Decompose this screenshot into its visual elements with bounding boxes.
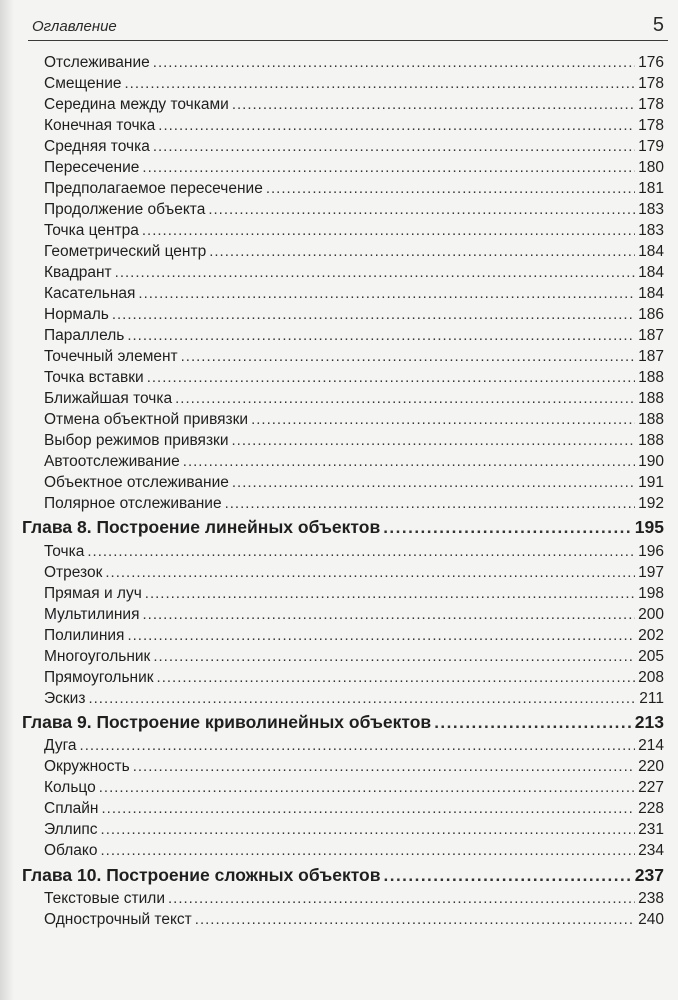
toc-entry — [44, 285, 664, 305]
toc-entry-page: 214 — [638, 737, 664, 754]
toc-entry-title: Пересечение — [44, 159, 140, 176]
toc-entry — [44, 911, 664, 931]
dot-leader — [145, 585, 635, 602]
toc-entry — [44, 585, 664, 605]
toc-chapter-heading — [22, 712, 664, 736]
dot-leader — [195, 911, 635, 928]
dot-leader — [115, 264, 635, 281]
toc-entry — [44, 474, 664, 494]
toc-entry — [44, 890, 664, 910]
toc-entry — [44, 690, 664, 710]
page-edge-shadow — [0, 0, 14, 1000]
dot-leader — [99, 779, 635, 796]
toc-entry — [44, 369, 664, 389]
toc-entry-title: Точка вставки — [44, 369, 144, 386]
toc-entry — [44, 75, 664, 95]
dot-leader — [101, 800, 635, 817]
dot-leader — [232, 474, 635, 491]
toc-entry — [44, 669, 664, 689]
toc-entry-title: Ближайшая точка — [44, 390, 173, 407]
header-page-number: 5 — [652, 14, 664, 36]
toc-entry — [44, 758, 664, 778]
toc-entry-page: 197 — [638, 564, 664, 581]
dot-leader — [208, 201, 635, 218]
dot-leader — [266, 180, 635, 197]
dot-leader — [157, 669, 636, 686]
dot-leader — [87, 543, 635, 560]
dot-leader — [232, 96, 635, 113]
toc-entry-title: Точка — [44, 543, 85, 560]
toc-entry — [44, 737, 664, 757]
toc-entry-page: 176 — [638, 54, 664, 71]
toc-entry — [44, 606, 664, 626]
dot-leader — [100, 842, 635, 859]
toc-entry-title: Квадрант — [44, 264, 112, 281]
toc-entry-title: Отрезок — [44, 564, 103, 581]
toc-entry-title: Отслеживание — [44, 54, 150, 71]
toc-entry-title: Предполагаемое пересечение — [44, 180, 263, 197]
toc-entry-title: Объектное отслеживание — [44, 474, 229, 491]
dot-leader — [127, 627, 635, 644]
toc-entry — [44, 842, 664, 862]
dot-leader — [384, 866, 632, 886]
dot-leader — [251, 411, 635, 428]
toc-entry-title: Многоугольник — [44, 648, 151, 665]
toc-entry-page: 234 — [638, 842, 664, 859]
toc-entry-page: 178 — [638, 75, 664, 92]
toc-entry-page: 231 — [638, 821, 664, 838]
toc-entry — [44, 411, 664, 431]
toc-entry-title: Отмена объектной привязки — [44, 411, 249, 428]
dot-leader — [209, 243, 635, 260]
toc-entry-page: 180 — [638, 159, 664, 176]
toc-entry — [44, 627, 664, 647]
toc-entry-title: Конечная точка — [44, 117, 156, 134]
toc-entry-title: Полярное отслеживание — [44, 495, 222, 512]
toc-entry — [44, 222, 664, 242]
dot-leader — [153, 54, 635, 71]
toc-entry — [44, 779, 664, 799]
toc-entry — [44, 564, 664, 584]
dot-leader — [125, 75, 636, 92]
running-header — [28, 10, 668, 41]
toc-entry-title: Нормаль — [44, 306, 109, 323]
toc-entry-page: 187 — [638, 327, 664, 344]
toc-entry-title: Прямоугольник — [44, 669, 154, 686]
toc-entry — [44, 453, 664, 473]
toc-entry — [44, 648, 664, 668]
toc-entry-title: Середина между точками — [44, 96, 229, 113]
toc-entry-page: 183 — [638, 201, 664, 218]
toc-entry-title: Продолжение объекта — [44, 201, 206, 218]
toc-entry — [44, 264, 664, 284]
toc-entry-page: 187 — [638, 348, 664, 365]
toc-entry-page: 200 — [638, 606, 664, 623]
dot-leader — [383, 518, 632, 538]
dot-leader — [153, 138, 635, 155]
toc-entry-page: 208 — [638, 669, 664, 686]
toc-entry-title: Облако — [44, 842, 98, 859]
toc-entry-title: Дуга — [44, 737, 77, 754]
toc-entry — [44, 327, 664, 347]
toc-entry — [44, 201, 664, 221]
toc-entry-title: Смещение — [44, 75, 122, 92]
toc-entry-page: 184 — [638, 243, 664, 260]
dot-leader — [142, 222, 635, 239]
toc-entry-title: Текстовые стили — [44, 890, 165, 907]
toc-entry-page: 188 — [638, 432, 664, 449]
toc-entry-page: 196 — [638, 543, 664, 560]
toc-entry — [44, 117, 664, 137]
dot-leader — [232, 432, 636, 449]
toc-entry-title: Эскиз — [44, 690, 86, 707]
toc-entry-page: 213 — [634, 712, 664, 732]
toc-entry — [44, 495, 664, 515]
toc-entry-title: Выбор режимов привязки — [44, 432, 229, 449]
toc-entry — [44, 180, 664, 200]
dot-leader — [183, 453, 635, 470]
dot-leader — [168, 890, 635, 907]
toc-entry-title: Сплайн — [44, 800, 99, 817]
toc-entry — [44, 543, 664, 563]
toc-entry-page: 188 — [638, 411, 664, 428]
toc-entry-title: Окружность — [44, 758, 130, 775]
dot-leader — [175, 390, 635, 407]
toc-entry-page: 190 — [638, 453, 664, 470]
dot-leader — [112, 306, 635, 323]
dot-leader — [127, 327, 635, 344]
toc-entry-page: 228 — [638, 800, 664, 817]
toc-entry-page: 178 — [638, 117, 664, 134]
dot-leader — [147, 369, 635, 386]
toc-entry-title: Автоотслеживание — [44, 453, 180, 470]
toc-entry-title: Мультилиния — [44, 606, 140, 623]
toc-entry-page: 181 — [638, 180, 664, 197]
toc-entry — [44, 243, 664, 263]
toc-entry — [44, 432, 664, 452]
dot-leader — [105, 564, 635, 581]
toc-entry-page: 220 — [638, 758, 664, 775]
toc-entry-page: 188 — [638, 369, 664, 386]
toc-entry-page: 240 — [638, 911, 664, 928]
toc-entry-title: Точка центра — [44, 222, 139, 239]
toc-entry-page: 184 — [638, 285, 664, 302]
toc-entry-page: 205 — [638, 648, 664, 665]
toc-entry-title: Геометрический центр — [44, 243, 207, 260]
toc-entry-title: Полилиния — [44, 627, 125, 644]
toc-entry-title: Эллипс — [44, 821, 98, 838]
toc-entry-title: Точечный элемент — [44, 348, 178, 365]
toc-entry-title: Прямая и луч — [44, 585, 142, 602]
toc-entry-page: 188 — [638, 390, 664, 407]
toc-entry-title: Однострочный текст — [44, 911, 192, 928]
toc-entry-page: 195 — [634, 517, 664, 537]
toc-entry-title: Средняя точка — [44, 138, 150, 155]
toc-entry-page: 184 — [638, 264, 664, 281]
toc-entry-page: 186 — [638, 306, 664, 323]
toc-entry — [44, 800, 664, 820]
toc-entry-page: 192 — [638, 495, 664, 512]
dot-leader — [225, 495, 636, 512]
toc-entry-title: Глава 10. Построение сложных объектов — [22, 865, 381, 885]
toc-entry-title: Касательная — [44, 285, 136, 302]
toc-entry — [44, 348, 664, 368]
toc-chapter-heading — [22, 517, 664, 541]
toc-entry-title: Параллель — [44, 327, 125, 344]
toc-entry — [44, 96, 664, 116]
toc-entry — [44, 306, 664, 326]
dot-leader — [138, 285, 635, 302]
toc-entry-page: 227 — [638, 779, 664, 796]
dot-leader — [181, 348, 635, 365]
toc-entry-page: 238 — [638, 890, 664, 907]
toc-entry — [44, 159, 664, 179]
toc-entry-page: 179 — [638, 138, 664, 155]
dot-leader — [142, 606, 635, 623]
toc-chapter-heading — [22, 865, 664, 889]
header-title: Оглавление — [32, 18, 117, 35]
toc-entry-page: 191 — [638, 474, 664, 491]
dot-leader — [142, 159, 635, 176]
toc-entry-page: 202 — [638, 627, 664, 644]
dot-leader — [80, 737, 636, 754]
toc-entry-title: Глава 9. Построение криволинейных объектов — [22, 712, 432, 732]
dot-leader — [153, 648, 635, 665]
toc-entry — [44, 138, 664, 158]
toc-entry-title: Кольцо — [44, 779, 96, 796]
dot-leader — [434, 713, 632, 733]
toc-entry-page: 183 — [638, 222, 664, 239]
toc-entry-page: 198 — [638, 585, 664, 602]
toc-entry-page: 211 — [639, 690, 664, 707]
dot-leader — [133, 758, 635, 775]
toc-entry — [44, 821, 664, 841]
dot-leader — [101, 821, 636, 838]
toc-entry — [44, 54, 664, 74]
toc-entry — [44, 390, 664, 410]
dot-leader — [88, 690, 636, 707]
toc-entry-page: 237 — [634, 865, 664, 885]
dot-leader — [158, 117, 635, 134]
toc-entry-title: Глава 8. Построение линейных объектов — [22, 517, 381, 537]
toc-entry-page: 178 — [638, 96, 664, 113]
